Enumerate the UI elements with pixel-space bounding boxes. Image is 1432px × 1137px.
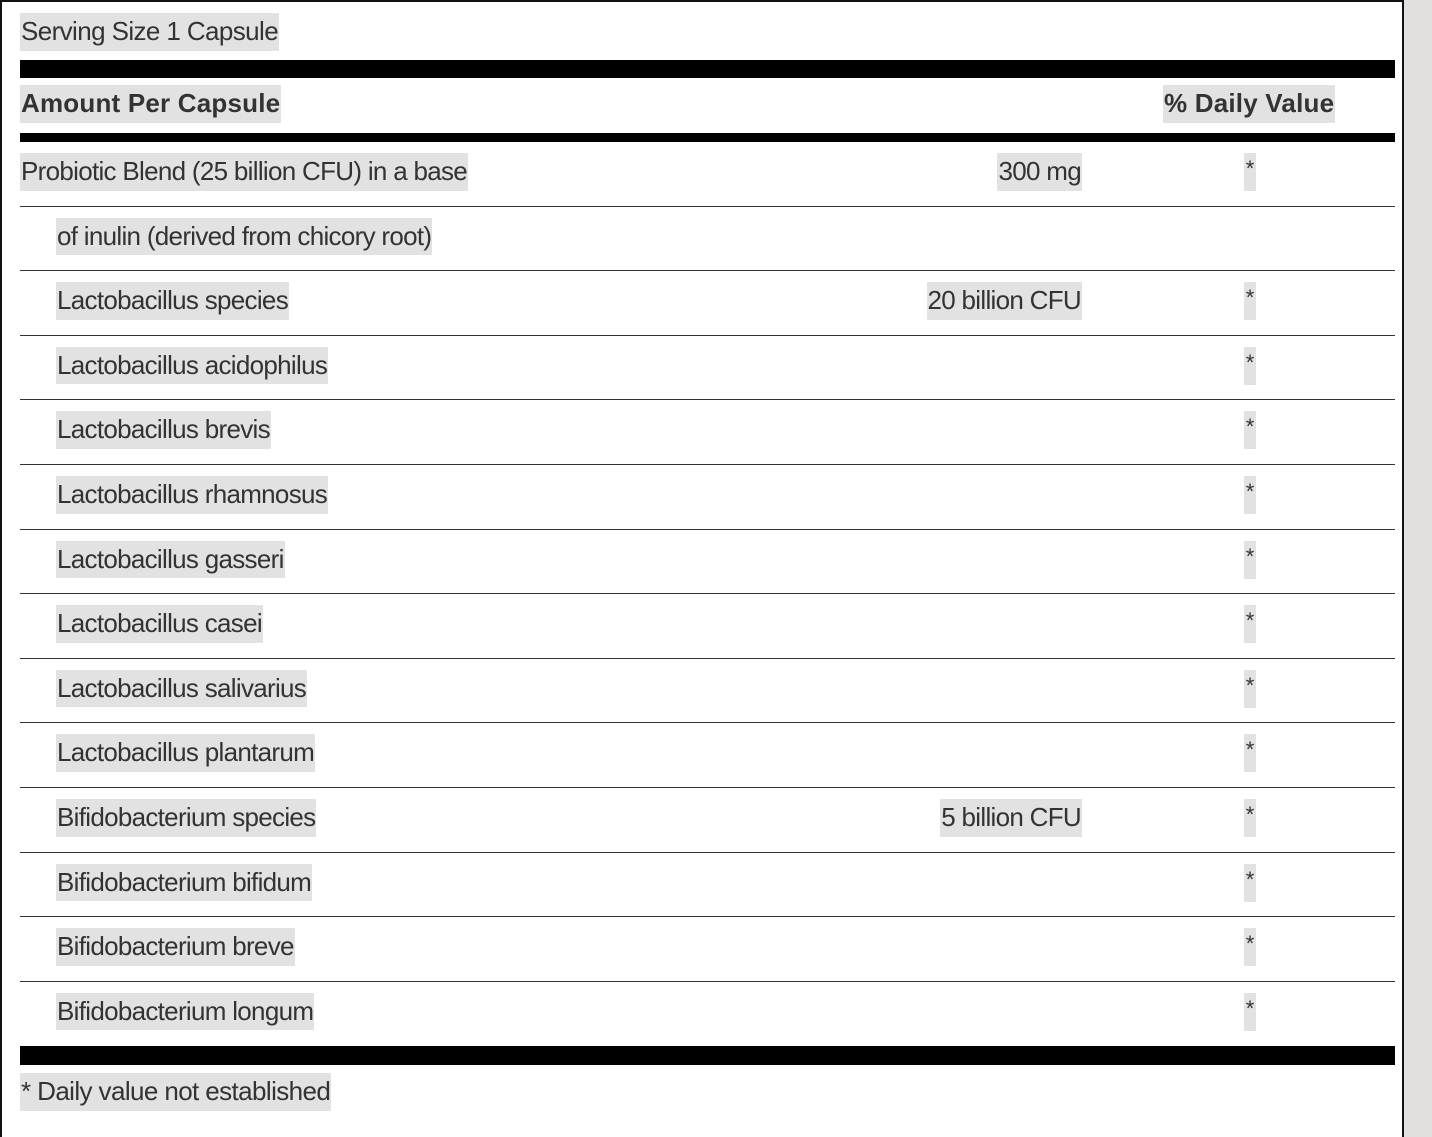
ingredient-name: Lactobacillus plantarum [56,734,315,772]
ingredient-table [20,142,1395,1046]
daily-value-marker: * [1244,347,1256,385]
table-row [20,982,1395,1047]
divider-thick [20,60,1395,78]
daily-value-marker: * [1244,541,1256,579]
ingredient-name: Bifidobacterium species [56,799,316,837]
ingredient-name: Lactobacillus acidophilus [56,347,328,385]
table-row [20,594,1395,659]
ingredient-name: Lactobacillus gasseri [56,541,285,579]
daily-value-marker: * [1244,928,1256,966]
ingredient-amount: 5 billion CFU [940,799,1082,837]
table-row [20,142,1395,207]
divider-medium [20,133,1395,142]
table-row [20,788,1395,853]
scrollbar-track[interactable] [1404,0,1432,1137]
ingredient-amount: 20 billion CFU [927,282,1083,320]
amount-per-capsule-header: Amount Per Capsule [20,85,281,123]
table-row [20,465,1395,530]
table-row [20,336,1395,401]
ingredient-name: Lactobacillus brevis [56,411,271,449]
daily-value-marker: * [1244,993,1256,1031]
ingredient-name: of inulin (derived from chicory root) [56,218,432,256]
footnote: * Daily value not established [20,1073,331,1111]
table-row [20,853,1395,918]
divider-thick-bottom [20,1046,1395,1065]
daily-value-header: % Daily Value [1163,85,1335,123]
table-row [20,659,1395,724]
ingredient-name: Probiotic Blend (25 billion CFU) in a base [20,153,468,191]
daily-value-marker: * [1244,670,1256,708]
daily-value-marker: * [1244,864,1256,902]
table-row [20,917,1395,982]
table-row [20,207,1395,272]
table-row [20,723,1395,788]
daily-value-marker: * [1244,734,1256,772]
daily-value-marker: * [1244,411,1256,449]
daily-value-marker: * [1244,476,1256,514]
daily-value-marker: * [1244,605,1256,643]
ingredient-name: Lactobacillus casei [56,605,263,643]
ingredient-name: Bifidobacterium breve [56,928,295,966]
serving-size: Serving Size 1 Capsule [20,13,279,51]
ingredient-name: Lactobacillus species [56,282,289,320]
ingredient-name: Lactobacillus rhamnosus [56,476,328,514]
ingredient-amount: 300 mg [997,153,1082,191]
table-row [20,271,1395,336]
ingredient-name: Bifidobacterium longum [56,993,314,1031]
daily-value-marker: * [1244,153,1256,191]
table-row [20,400,1395,465]
table-row [20,530,1395,595]
ingredient-name: Bifidobacterium bifidum [56,864,312,902]
ingredient-name: Lactobacillus salivarius [56,670,307,708]
daily-value-marker: * [1244,799,1256,837]
daily-value-marker: * [1244,282,1256,320]
